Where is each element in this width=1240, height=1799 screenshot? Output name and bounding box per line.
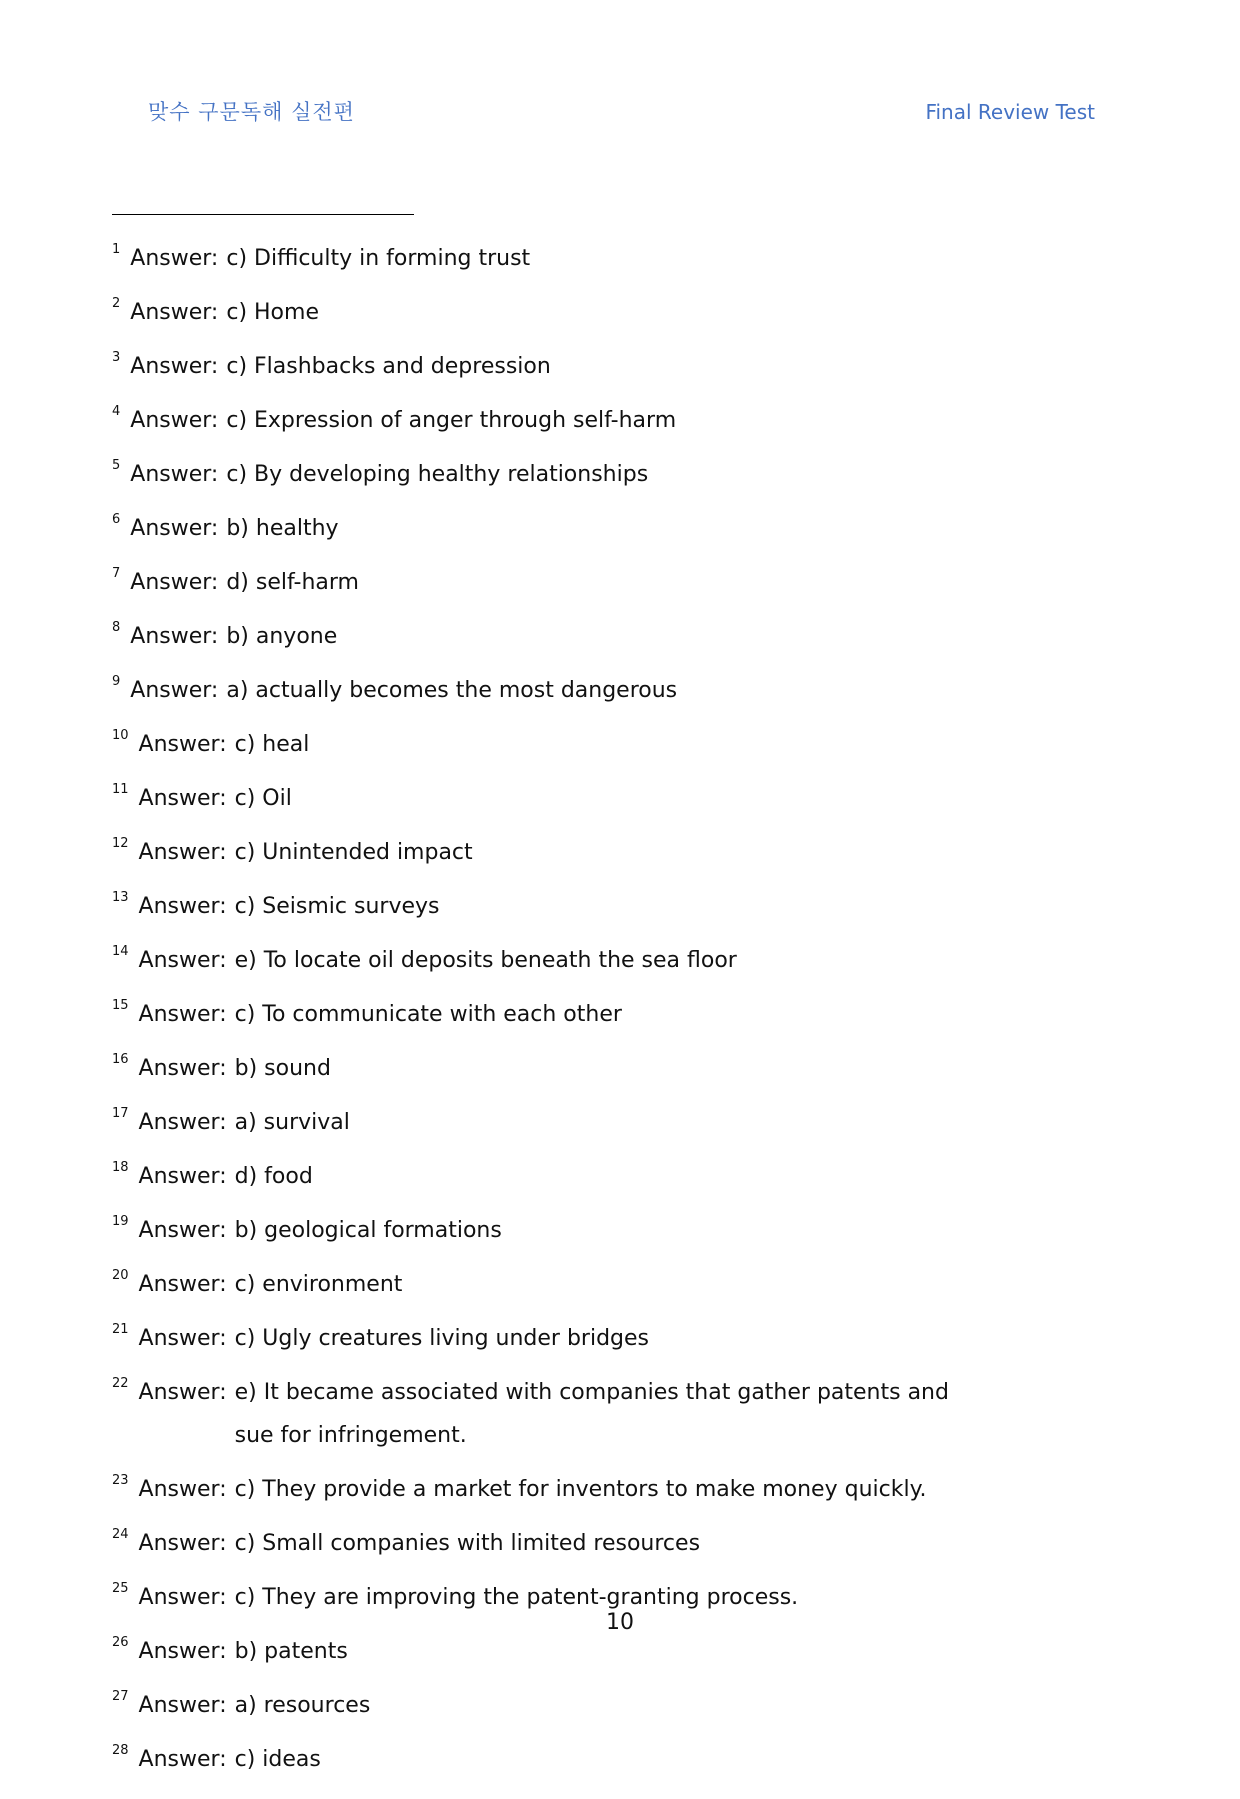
answer-value: b) patents [234,1639,348,1664]
answer-value: a) actually becomes the most dangerous [226,678,678,703]
answer-label: Answer: [130,462,219,487]
footnote-item [112,946,1092,982]
footnote-text [139,1054,331,1090]
answer-value: c) Flashbacks and depression [226,354,551,379]
book-title-header: 맞수 구문독해 실전편 [148,100,355,124]
answer-value: d) self-harm [226,570,359,595]
footnote-item [112,1324,1092,1360]
answer-value: c) environment [234,1272,403,1297]
footnote-text [130,568,359,604]
section-title-header: Final Review Test [925,100,1095,124]
footnote-item [112,730,1092,766]
footnote-text [139,730,310,766]
footnote-text [139,1324,649,1360]
footnote-text [139,838,473,874]
footnote-text [130,244,530,280]
footnote-number: 4 [112,404,121,419]
footnote-text [130,514,338,550]
footnote-text [130,622,337,658]
footnote-number: 1 [112,242,121,257]
footnote-item [112,1691,1092,1727]
footnote-item [112,1378,1092,1457]
footnote-number: 15 [112,998,129,1013]
answer-value: b) healthy [226,516,339,541]
answer-label: Answer: [138,1164,227,1189]
footnote-number: 19 [112,1214,129,1229]
footnote-separator [112,214,414,215]
footnote-item [112,676,1092,712]
answer-value: c) Difficulty in forming trust [226,246,531,271]
answer-label: Answer: [138,1747,227,1772]
footnote-item [112,460,1092,496]
answer-label: Answer: [138,1272,227,1297]
footnote-item [112,1745,1092,1781]
footnote-number: 14 [112,944,129,959]
footnote-item [112,1216,1092,1252]
footnote-item [112,352,1092,388]
footnote-item [112,1108,1092,1144]
footnote-number: 21 [112,1322,129,1337]
footnote-text [130,676,677,712]
answer-value: c) Unintended impact [234,840,473,865]
footnote-item [112,244,1092,280]
answer-label: Answer: [138,1693,227,1718]
footnote-list [112,244,1092,1799]
footnote-number: 7 [112,566,121,581]
footnote-text [130,352,551,388]
footnote-number: 2 [112,296,121,311]
answer-value: c) They are improving the patent-granting process. [234,1585,799,1610]
answer-value: d) food [234,1164,313,1189]
footnote-number: 5 [112,458,121,473]
footnote-item [112,1637,1092,1673]
footnote-item [112,622,1092,658]
footnote-text [130,298,319,334]
footnote-text [139,1637,348,1673]
answer-label: Answer: [138,894,227,919]
answer-label: Answer: [138,948,227,973]
answer-value: c) Expression of anger through self-harm [226,408,677,433]
footnote-number: 28 [112,1743,129,1758]
answer-value: c) Seismic surveys [234,894,440,919]
answer-value: c) Small companies with limited resources [234,1531,701,1556]
answer-label: Answer: [130,624,219,649]
footnote-text [130,406,676,442]
footnote-item [112,514,1092,550]
answer-value: a) resources [234,1693,371,1718]
footnote-text [139,1270,403,1306]
footnote-item [112,1000,1092,1036]
answer-label: Answer: [138,840,227,865]
answer-value: c) ideas [234,1747,321,1772]
footnote-text [139,1378,995,1457]
answer-value: c) Oil [234,786,292,811]
footnote-number: 13 [112,890,129,905]
answer-value: b) geological formations [234,1218,502,1243]
answer-value: c) heal [234,732,310,757]
footnote-item [112,1270,1092,1306]
answer-label: Answer: [130,354,219,379]
footnote-text [139,946,737,982]
answer-label: Answer: [138,1477,227,1502]
footnote-number: 10 [112,728,129,743]
answer-label: Answer: [138,1326,227,1351]
answer-label: Answer: [138,1110,227,1135]
answer-value: c) Ugly creatures living under bridges [234,1326,649,1351]
answer-value: c) By developing healthy relationships [226,462,649,487]
footnote-text [139,1475,927,1511]
answer-label: Answer: [130,246,219,271]
answer-label: Answer: [130,408,219,433]
footnote-number: 26 [112,1635,129,1650]
footnote-text [139,1529,700,1565]
answer-label: Answer: [130,678,219,703]
footnote-item [112,838,1092,874]
answer-value: c) Home [226,300,319,325]
footnote-number: 3 [112,350,121,365]
answer-label: Answer: [138,1531,227,1556]
footnote-item [112,1529,1092,1565]
footnote-number: 6 [112,512,121,527]
footnote-number: 18 [112,1160,129,1175]
footnote-text [139,1162,313,1198]
footnote-number: 11 [112,782,129,797]
footnote-text [130,460,648,496]
answer-value: b) anyone [226,624,338,649]
answer-label: Answer: [138,1002,227,1027]
footnote-number: 9 [112,674,121,689]
footnote-text [139,1216,502,1252]
answer-label: Answer: [138,1639,227,1664]
footnote-item [112,298,1092,334]
footnote-number: 25 [112,1581,129,1596]
answer-value: e) To locate oil deposits beneath the sea floor [234,948,737,973]
footnote-number: 22 [112,1376,129,1391]
footnote-item [112,406,1092,442]
footnote-item [112,892,1092,928]
answer-value: b) sound [234,1056,331,1081]
answer-label: Answer: [130,570,219,595]
footnote-number: 20 [112,1268,129,1283]
footnote-text [139,892,440,928]
footnote-text [139,1108,350,1144]
footnote-number: 27 [112,1689,129,1704]
footnote-item [112,1475,1092,1511]
footnote-text [139,1745,321,1781]
footnote-text [139,784,292,820]
answer-value: c) To communicate with each other [234,1002,622,1027]
answer-value: a) survival [234,1110,350,1135]
footnote-number: 17 [112,1106,129,1121]
answer-label: Answer: [130,516,219,541]
answer-label: Answer: [138,1056,227,1081]
footnote-number: 24 [112,1527,129,1542]
answer-label: Answer: [138,1380,227,1405]
answer-value: c) They provide a market for inventors to make money quickly. [234,1477,927,1502]
footnote-item [112,568,1092,604]
footnote-number: 12 [112,836,129,851]
footnote-text [139,1000,622,1036]
footnote-number: 8 [112,620,121,635]
footnote-text [139,1691,371,1727]
footnote-number: 16 [112,1052,129,1067]
answer-value: e) It became associated with companies that gather patents and sue for infringement. [234,1380,949,1448]
answer-label: Answer: [138,1218,227,1243]
answer-label: Answer: [138,786,227,811]
answer-label: Answer: [138,1585,227,1610]
answer-label: Answer: [138,732,227,757]
answer-label: Answer: [130,300,219,325]
page-number: 10 [606,1610,634,1635]
footnote-item [112,1162,1092,1198]
footnote-number: 23 [112,1473,129,1488]
footnote-item [112,784,1092,820]
footnote-item [112,1054,1092,1090]
